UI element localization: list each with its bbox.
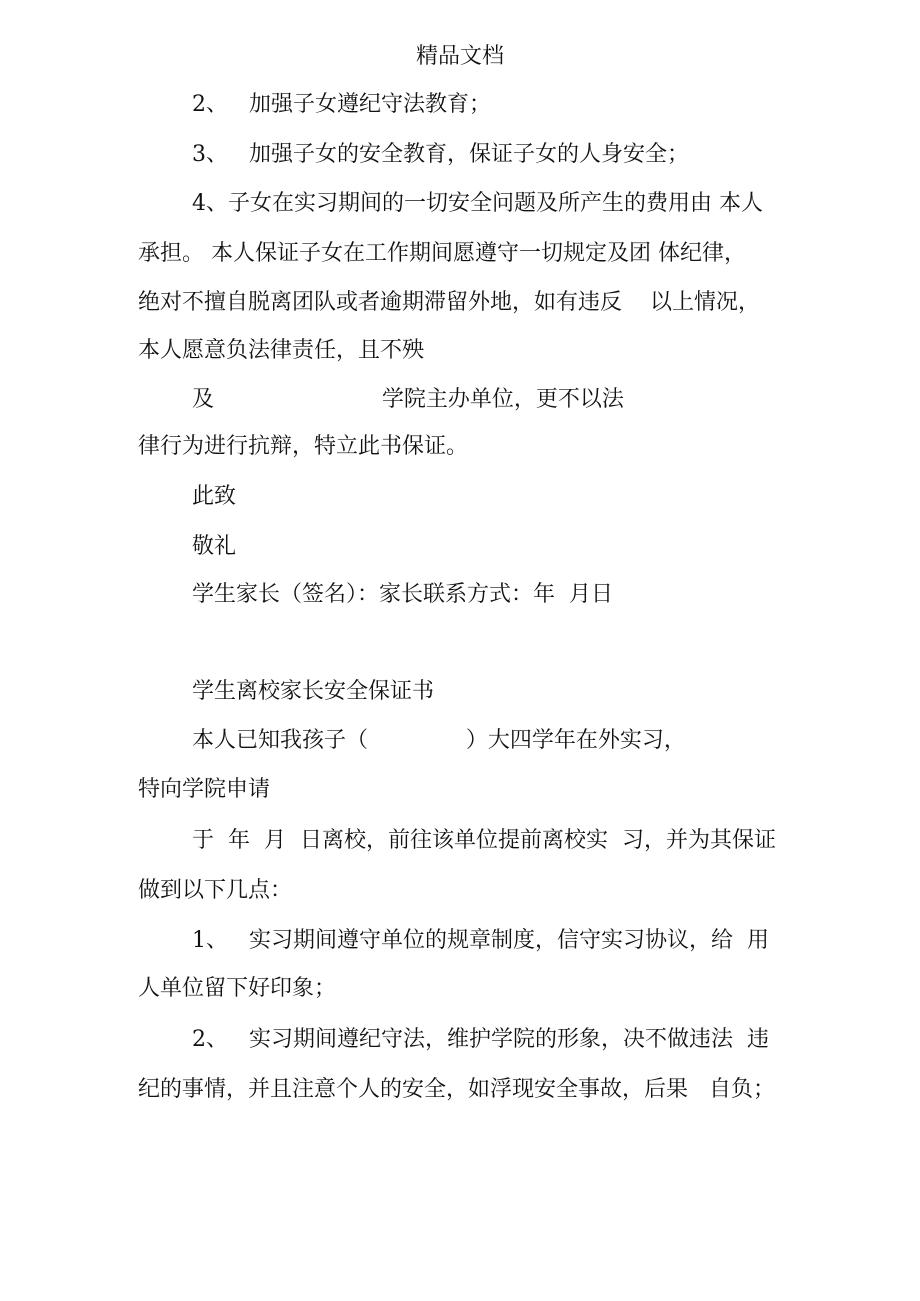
- text-line-guarantee-item-1: 1、 实习期间遵守单位的规章制度，信守实习协议，给 用: [192, 928, 769, 953]
- closing-salutation: 此致: [192, 484, 237, 509]
- text-line-paragraph: 纪的事情，并且注意个人的安全，如浮现安全事故，后果 自负；: [138, 1077, 775, 1102]
- text-line-paragraph: 绝对不擅自脱离团队或者逾期滞留外地，如有违反 以上情况，: [138, 290, 760, 315]
- text-line-guarantee-item-2: 2、 加强子女遵纪守法教育；: [192, 92, 491, 117]
- closing-respect: 敬礼: [192, 534, 237, 559]
- text-line-guarantee-item-4: 4、子女在实习期间的一切安全问题及所产生的费用由 本人: [192, 191, 763, 216]
- text-line-paragraph: 及 学院主办单位，更不以法: [192, 387, 624, 412]
- page-header: 精品文档: [415, 44, 504, 69]
- text-line-paragraph: 于 年 月 日离校，前往该单位提前离校实 习，并为其保证: [192, 828, 776, 853]
- text-line-guarantee-item-3: 3、 加强子女的安全教育，保证子女的人身安全；: [192, 142, 689, 167]
- text-line-paragraph: 做到以下几点：: [138, 878, 293, 903]
- signature-line: 学生家长（签名）：家长联系方式：年 月日: [192, 582, 613, 607]
- text-line-paragraph: 特向学院申请: [138, 777, 271, 802]
- section-title: 学生离校家长安全保证书: [192, 679, 435, 704]
- text-line-paragraph: 本人愿意负法律责任，且不殃: [138, 338, 425, 363]
- text-line-paragraph: 律行为进行抗辩，特立此书保证。: [138, 434, 469, 459]
- text-line-paragraph: 本人已知我孩子（ ）大四学年在外实习，: [192, 728, 686, 753]
- text-line-guarantee-item-2: 2、 实习期间遵纪守法，维护学院的形象，决不做违法 违: [192, 1027, 769, 1052]
- text-line-paragraph: 人单位留下好印象；: [138, 976, 337, 1001]
- text-line-paragraph: 承担。 本人保证子女在工作期间愿遵守一切规定及团 体纪律，: [138, 241, 746, 266]
